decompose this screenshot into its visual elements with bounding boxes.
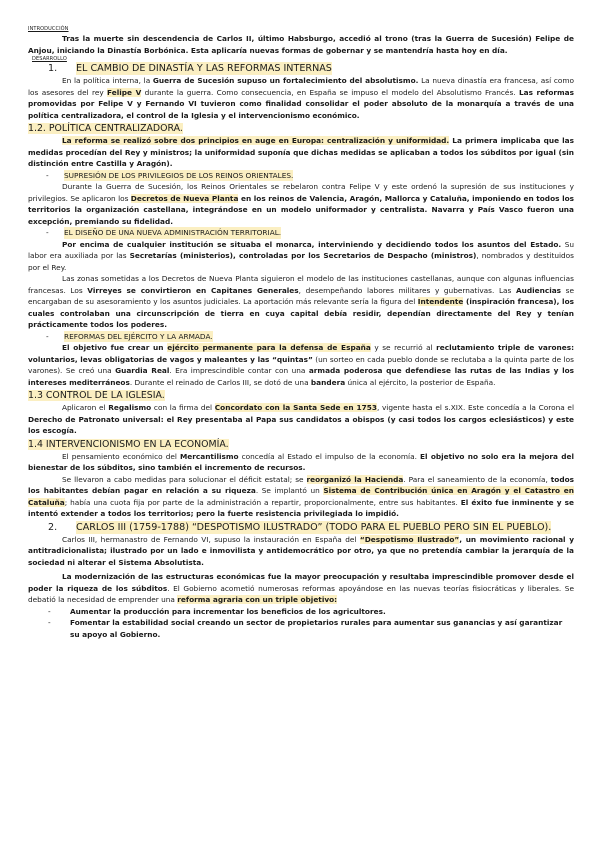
document-page (28, 26, 574, 640)
text-run: Carlos III, hermanastro de Fernando VI, supuso la instauración en España del (62, 534, 360, 544)
text-run: ; había una cuota fija por parte de la administración a repartir, proporcionalmente, entre sus habitantes. (64, 497, 461, 507)
carlos-paragraph-1 (28, 534, 574, 569)
text-run: Guerra de Sucesión supuso un fortalecimiento del absolutismo. (152, 76, 419, 85)
text-run: única al ejército, la posterior de España. (345, 377, 496, 387)
section1-number: 1. (48, 63, 58, 74)
text-run: todos los habitantes debían pagar en relación a su riqueza (28, 474, 574, 495)
carlos-paragraph-2 (28, 571, 574, 606)
text-run: Virreyes se convirtieron en Capitanes Generales (87, 285, 299, 295)
text-run: se encargaban de su asesoramiento y los asuntos judiciales. La aportación más relevante sería la figura del (28, 285, 574, 306)
section1-3-title: 1.3 CONTROL DE LA IGLESIA. (28, 390, 165, 401)
text-run: , desempeñando labores militares y gubernativas. Las (298, 285, 516, 295)
text-run: . Era imprescindible contar con una (169, 366, 309, 375)
section1-4-heading (28, 438, 574, 451)
text-run: . Durante el reinado de Carlos III, se dotó de una (129, 377, 311, 387)
administracion-paragraph-1 (28, 239, 574, 274)
text-run: Concordato con la Santa Sede en 1753 (214, 403, 377, 412)
section1-title: EL CAMBIO DE DINASTÍA Y LAS REFORMAS INTERNAS (76, 63, 332, 74)
text-run: El objetivo fue crear un (62, 343, 168, 352)
text-run: Felipe V (107, 87, 142, 97)
text-run: En la política interna, la (62, 76, 153, 85)
dash: - (46, 228, 49, 237)
sub-heading-administracion (28, 227, 574, 239)
text-run: reforma agraria con un triple objetivo: (177, 595, 338, 604)
text-run: Decretos de Nueva Planta (130, 193, 239, 203)
text-run: Se llevaron a cabo medidas para solucionar el déficit estatal; se (62, 474, 307, 484)
text-run: en los reinos de Valencia, Aragón, Mallorca y Cataluña, imponiendo en todos los territorios la organización castellana, integrándose en un modelo uniformador y centralista. Navarra y País Vasco fueron una excepción, premiando su fidelidad. (28, 193, 575, 226)
text-run: bandera (310, 377, 346, 387)
text-run: armada poderosa que defendiese las rutas de las Indias y los intereses mediterráneos (28, 366, 575, 387)
text-run: Por encima de cualquier institución se situaba el monarca, interviniendo y decidiendo todos los asuntos del Estado. (62, 239, 562, 249)
iglesia-paragraph (28, 402, 574, 437)
sub-heading-privilegios (28, 170, 574, 182)
desarrollo-label: DESARROLLO (32, 56, 67, 62)
text-run: reorganizó la Hacienda (306, 474, 404, 484)
text-run: , un movimiento racional y antitradicionalista; ilustrado por un lado e inmovilista y antidemocrático por otro, ya que no pretendía cambiar la jerarquía de la sociedad ni alterar el Sistema Absolutista. (28, 534, 575, 567)
text-run: (inspiración francesa), los cuales controlaban una circunscripción de tierra en cuya capital debía residir, dependían directamente del Rey y tenían prácticamente todos los poderes. (28, 297, 574, 329)
text-run: . Se implantó un (255, 486, 324, 495)
ejercito-paragraph (28, 342, 574, 388)
text-run: reclutamiento triple de varones: voluntarios, levas obligatorias de vagos y maleantes y las “quintas” (28, 343, 575, 364)
sub-heading-text: EL DISEÑO DE UNA NUEVA ADMINISTRACIÓN TERRITORIAL. (64, 228, 282, 237)
text-run: El éxito fue inminente y se intentó extender a todos los territorios; pero la fuerte resistencia privilegiada lo impidió. (28, 497, 574, 518)
sub-heading-text: REFORMAS DEL EJÉRCITO Y LA ARMADA. (64, 331, 213, 341)
text-run: Regalismo (108, 403, 152, 412)
text-run: Las zonas sometidas a los Decretos de Nueva Planta siguieron el modelo de las instituciones castellanas, aunque con algunas influencias francesas. Los (28, 274, 574, 295)
text-run: La modernización de las estructuras económicas fue la mayor preocupación y resultaba imprescindible promover desde el poder la riqueza de los súbditos (28, 572, 574, 593)
intro-paragraph (28, 33, 574, 56)
economia-paragraph-2 (28, 474, 574, 520)
text-run: La reforma se realizó sobre dos principios en auge en Europa: centralización y uniformidad. (62, 136, 450, 145)
text-run: . El Gobierno acometió numerosas reformas apoyándose en las nuevas teorías fisiocráticas y liberales. Se debatió la necesidad de emprender una (28, 583, 574, 604)
privilegios-paragraph (28, 181, 574, 227)
sub-heading-text: SUPRESIÓN DE LOS PRIVILEGIOS DE LOS REINOS ORIENTALES. (64, 170, 294, 180)
text-run: Las reformas promovidas por Felipe V y Fernando VI tuvieron como finalidad consolidar el poder absoluto de la monarquía a través de una política centralizadora, el control de la Iglesia y el intervencionismo económico. (28, 87, 574, 120)
section1-3-heading (28, 389, 574, 402)
sub-heading-ejercito (28, 331, 574, 343)
dash: - (46, 331, 49, 341)
text-run: Intendente (417, 297, 464, 306)
text-run: , nombrados y destituidos por el Rey. (28, 251, 574, 272)
list-item-text: Fomentar la estabilidad social creando un sector de propietarios rurales para aumentar sus ganancias y así garantizar su apoyo al Gobierno. (70, 618, 563, 639)
text-run: ejército permanente para la defensa de España (167, 343, 371, 352)
text-run: Durante la Guerra de Sucesión, los Reinos Orientales se rebelaron contra Felipe V y este ordenó la supresión de sus instituciones y privilegios. Se aplicaron los (28, 182, 574, 203)
text-run: La nueva dinastía era francesa, así como los asesores del rey (28, 76, 575, 97)
text-run: Sistema de Contribución única en Aragón y el Catastro en Cataluña (28, 486, 574, 507)
section1-2-title: 1.2. POLÍTICA CENTRALIZADORA. (28, 123, 183, 134)
section2-heading (28, 521, 574, 534)
text-run: Secretarías (ministerios), controladas por los Secretarios de Despacho (ministros) (129, 251, 477, 260)
text-run: Derecho de Patronato universal: el Rey presentaba al Papa sus candidatos a obispos (y casi todos los cargos eclesiásticos) y este los escogía. (28, 414, 574, 435)
section2-title: CARLOS III (1759-1788) “DESPOTISMO ILUSTRADO” (TODO PARA EL PUEBLO PERO SIN EL PUEBLO). (76, 521, 552, 533)
section1-2-paragraph (28, 135, 574, 170)
text-run: (un sorteo en cada pueblo donde se reclutaba a la quinta parte de los varones). Se creó una (28, 354, 574, 375)
text-run: Aplicaron el (62, 403, 109, 412)
text-run: El objetivo no solo era la mejora del bienestar de los súbditos, sino también el incremento de recursos. (28, 451, 575, 472)
text-run: El pensamiento económico del (62, 451, 180, 461)
intro-text: Tras la muerte sin descendencia de Carlos II, último Habsburgo, accedió al trono (tras la Guerra de Sucesión) Felipe de Anjou, iniciando la Dinastía Borbónica. Esta aplicaría nuevas formas de gobernar y se mantendría hasta hoy en día. (28, 34, 574, 55)
text-run: con la firma del (151, 403, 215, 412)
list-item (28, 606, 574, 618)
section1-2-heading (28, 122, 574, 135)
list-item-text: Aumentar la producción para incrementar los beneficios de los agricultores. (70, 606, 386, 616)
introduccion-label: INTRODUCCIÓN (28, 26, 69, 32)
text-run: durante la guerra. Como consecuencia, en España se impuso el modelo del Absolutismo Francés. (141, 87, 519, 97)
text-run: concedía al Estado el impulso de la economía. (238, 451, 420, 461)
section2-number: 2. (48, 521, 58, 533)
text-run: Su labor era auxiliada por las (28, 239, 575, 260)
dash: - (46, 170, 49, 180)
section1-heading (28, 62, 574, 75)
economia-paragraph-1 (28, 451, 574, 474)
text-run: Audiencias (515, 285, 562, 295)
dash: - (48, 606, 51, 616)
text-run: Guardia Real (115, 366, 170, 375)
text-run: La primera implicaba que las medidas procedían del Rey y ministros; la uniformidad suponía que dichas medidas se aplicaban a todos los súbditos por igual (sin distinción entre Castilla y Aragón). (28, 136, 574, 168)
administracion-paragraph-2 (28, 273, 574, 331)
section1-paragraph (28, 75, 574, 121)
dash: - (48, 618, 51, 627)
text-run: y se recurrió al (370, 343, 437, 352)
text-run: Mercantilismo (179, 451, 239, 461)
list-item (28, 617, 574, 640)
text-run: , vigente hasta el s.XIX. Este concedía a la Corona el (376, 403, 574, 412)
text-run: “Despotismo Ilustrado” (359, 534, 460, 544)
text-run: . Para el saneamiento de la economía, (403, 474, 551, 484)
section1-4-title: 1.4 INTERVENCIONISMO EN LA ECONOMÍA. (28, 438, 229, 450)
